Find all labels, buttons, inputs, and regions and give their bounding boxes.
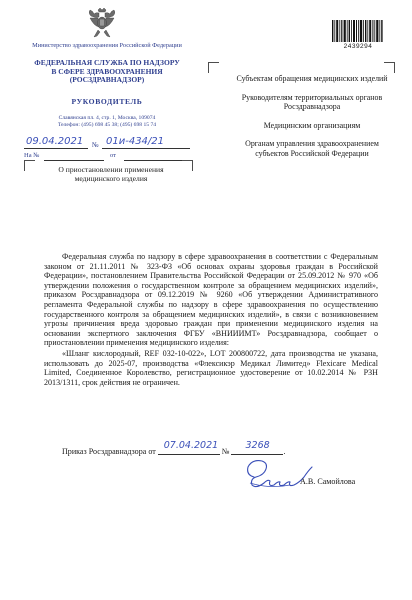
order-number-label: № — [221, 447, 230, 456]
recipient-item: Субъектам обращения медицинских изделий — [236, 74, 388, 83]
recipient-item: Медицинским организациям — [263, 120, 361, 130]
body-paragraph-1: Федеральная служба по надзору в сфере здравоохранения в соответствии с Федеральным законом от 21.11.2011 № 323-ФЗ «Об основах охраны здоровья граждан в Российской Федерации», постановлением Правительства Российской Федерации от 25.09.2012 № 970 «Об утверждении положения о государственном контроле за обращением медицинских изделий», приказом Росздравнадзора от 09.12.2019 № 9260 «Об утверждении Административного регламента Федеральной службы по надзору в сфере здравоохранения по осуществлению государственного контроля за обращением медицинских изделий», в связи с возникновением угрозы причинения вреда здоровью граждан при применении медицинского изделия на основании экспертного заключения ФГБУ «ВНИИИМТ» Росздравнадзора, сообщает о приостановлении применения медицинского изделия: — [44, 252, 378, 348]
barcode — [332, 20, 384, 42]
service-line-3: (РОСЗДРАВНАДЗОР) — [69, 75, 145, 85]
reference-label: На № — [24, 152, 40, 159]
service-name — [22, 59, 192, 85]
reference-line — [22, 152, 192, 162]
registration-line — [22, 136, 192, 151]
date-underline — [24, 148, 88, 149]
recipient-bracket-left — [208, 62, 219, 73]
subject-line-2: медицинского изделия — [74, 174, 148, 184]
service-line-2: В СФЕРЕ ЗДРАВООХРАНЕНИЯ — [51, 66, 163, 76]
order-prefix: Приказ Росздравнадзора от — [62, 447, 156, 456]
order-number: 3268 — [245, 440, 270, 451]
order-end: . — [283, 447, 286, 456]
barcode-number: 2439294 — [343, 43, 373, 50]
recipient-item: Органам управления здравоохранением субъектов Российской Федерации — [245, 139, 379, 158]
signature-mark — [240, 453, 320, 493]
subject-line-1: О приостановлении применения — [58, 165, 164, 174]
reference-number-underline — [44, 160, 104, 161]
ministry-name: Министерство здравоохранения Российской Федерации — [32, 42, 182, 49]
number-underline — [102, 148, 190, 149]
service-line-1: ФЕДЕРАЛЬНАЯ СЛУЖБА ПО НАДЗОРУ — [34, 58, 180, 67]
recipient-item: Руководителям территориальных органов Росздравнадзора — [241, 92, 383, 112]
recipient-bracket-right — [384, 62, 395, 73]
head-title: РУКОВОДИТЕЛЬ — [71, 97, 143, 106]
address-line-2: Телефон: (495) 698 45 38; (495) 698 15 74 — [57, 122, 157, 128]
body-paragraph-2: «Шланг кислородный, REF 032-10-022», LOT 200800722, дата производства не указана, использовать до 2025-07, производства «Флексикэр Медикал Лимитед» Flexicare Medical Limited, Соединенное Королевство, регистрационное удостоверение от 10.02.2014 № РЗН 2013/1311, срок действия не ограничен. — [44, 348, 378, 387]
address — [22, 115, 192, 129]
recipients-block — [232, 74, 392, 168]
order-line — [44, 440, 378, 456]
reference-from-label: от — [110, 152, 117, 159]
address-line-1: Славянская пл. 4, стр. 1, Москва, 109074 — [58, 115, 156, 121]
coat-of-arms-icon — [87, 6, 117, 40]
registration-number: 01и-434/21 — [106, 136, 165, 147]
subject — [30, 165, 192, 184]
registration-number-label: № — [92, 141, 99, 149]
signatory-name: А.В. Самойлова — [300, 477, 356, 486]
reference-date-underline — [124, 160, 188, 161]
order-date: 07.04.2021 — [163, 440, 219, 451]
registration-date: 09.04.2021 — [26, 136, 84, 147]
letter-body — [44, 252, 378, 387]
